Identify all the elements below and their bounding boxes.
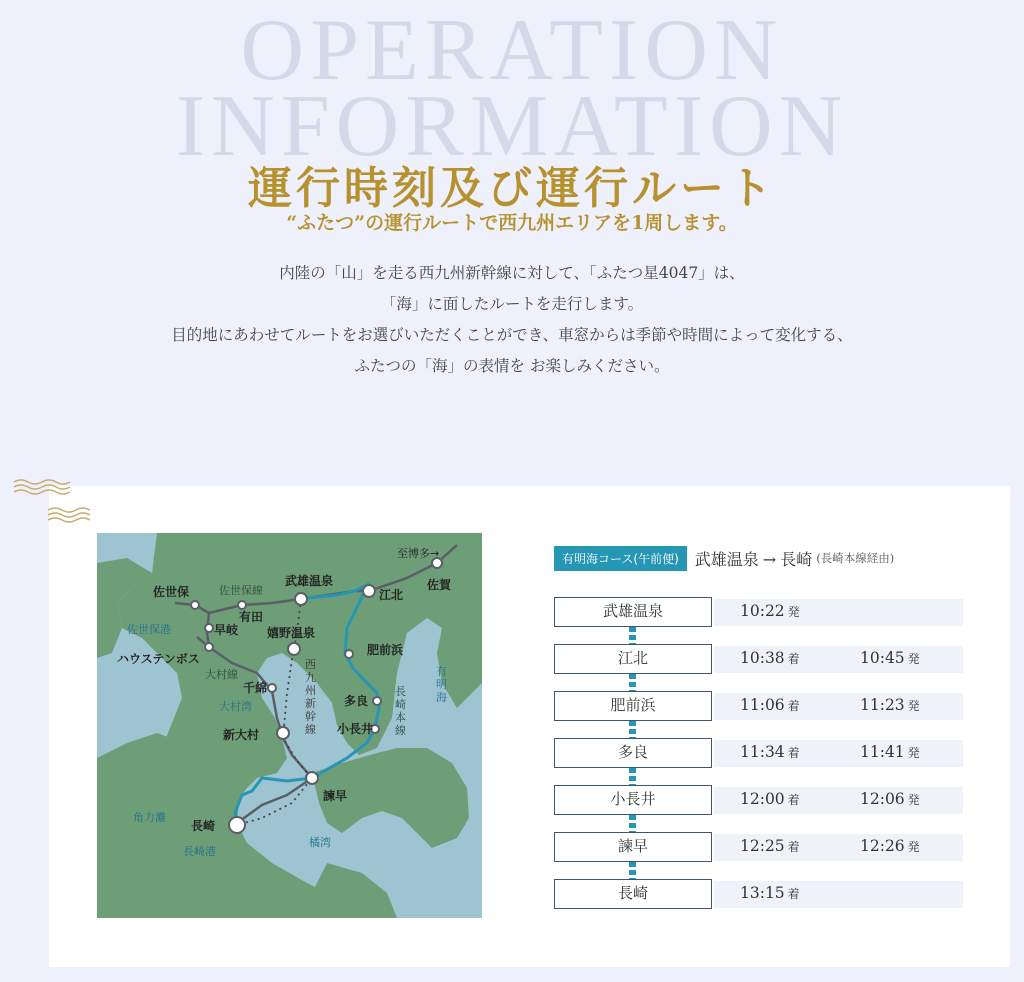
stop-times <box>714 740 963 767</box>
departure-time-unit: 発 <box>787 605 800 619</box>
route-connector <box>629 815 636 832</box>
map-label-saga: 佐賀 <box>427 578 452 592</box>
map-label-konagai: 小長井 <box>337 722 374 736</box>
map-label-ureshino: 嬉野温泉 <box>267 626 316 640</box>
wave-ornament-icon <box>12 476 102 526</box>
timetable-row <box>554 785 964 815</box>
timetable-row <box>554 644 964 674</box>
arrival-time-unit: 着 <box>787 793 800 807</box>
station-marker-takeo <box>295 593 307 605</box>
map-label-omura-line: 大村線 <box>205 668 238 681</box>
stop-name: 小長井 <box>554 785 712 815</box>
background-heading-information: INFORMATION <box>175 78 849 175</box>
timetable-row <box>554 738 964 768</box>
arrival-time: 11:34 着 <box>740 743 800 761</box>
map-label-sasebo-port: 佐世保港 <box>127 623 171 636</box>
timetable-row <box>554 597 964 627</box>
station-marker-huis <box>205 643 213 651</box>
arrow-right-icon: → <box>762 549 777 569</box>
map-label-sasebo: 佐世保 <box>153 585 190 599</box>
station-marker-tara <box>373 697 381 705</box>
stop-name: 武雄温泉 <box>554 597 712 627</box>
map-label-tachibana-bay: 橘湾 <box>309 836 331 849</box>
map-label-hizenhama: 肥前浜 <box>367 643 404 657</box>
departure-time: 11:23 発 <box>860 696 920 714</box>
stop-name: 多良 <box>554 738 712 768</box>
station-marker-sen <box>268 684 276 692</box>
stop-name: 長崎 <box>554 879 712 909</box>
departure-time: 10:45 発 <box>860 649 920 667</box>
page-subtitle: “ふたつ”の運行ルートで西九州エリアを1周します。 <box>286 212 738 234</box>
map-label-ariake-sea: 有明海 <box>436 665 447 704</box>
route-connector <box>629 674 636 691</box>
page-title: 運行時刻及び運行ルート <box>248 163 776 214</box>
map-label-haiki: 早岐 <box>214 623 239 637</box>
timetable-row <box>554 832 964 862</box>
timetable-row <box>554 691 964 721</box>
course-from: 武雄温泉 <box>694 549 759 569</box>
map-label-sumonada: 角力灘 <box>133 811 166 824</box>
arrival-time: 12:00 着 <box>740 790 800 808</box>
stop-times <box>714 787 963 814</box>
map-label-arita: 有田 <box>239 610 264 624</box>
route-connector <box>629 721 636 738</box>
departure-time: 12:26 発 <box>860 837 920 855</box>
station-marker-arita <box>238 601 246 609</box>
arrival-time: 11:06 着 <box>740 696 800 714</box>
arrival-time: 10:38 着 <box>740 649 800 667</box>
map-label-kohoku: 江北 <box>379 588 404 602</box>
arrival-time-unit: 着 <box>787 840 800 854</box>
intro-line: 内陸の「山」を走る西九州新幹線に対して、「ふたつ星4047」は、 <box>279 264 745 282</box>
course-tag: 有明海コース(午前便) <box>554 546 687 571</box>
map-label-huis: ハウステンボス <box>117 652 200 666</box>
departure-time-unit: 発 <box>907 840 920 854</box>
departure-time: 12:06 発 <box>860 790 920 808</box>
map-label-nagasaki: 長崎 <box>191 819 216 833</box>
stop-times <box>714 834 963 861</box>
map-label-shinomura: 新大村 <box>223 728 260 742</box>
stop-times <box>714 693 963 720</box>
stop-times <box>714 881 963 908</box>
map-label-hakata: 至博多→ <box>397 547 440 560</box>
station-marker-hizenhama <box>345 650 353 658</box>
route-connector <box>629 627 636 644</box>
station-marker-nagasaki <box>229 817 245 833</box>
arrival-time: 12:25 着 <box>740 837 800 855</box>
course-note: (長崎本線経由) <box>816 551 895 565</box>
intro-line: 「海」に面したルートを走行します。 <box>380 295 644 313</box>
station-marker-kohoku <box>363 585 375 597</box>
stop-name: 江北 <box>554 644 712 674</box>
stop-name: 諫早 <box>554 832 712 862</box>
course-to: 長崎 <box>780 549 813 569</box>
route-connector <box>629 768 636 785</box>
stop-times <box>714 599 963 626</box>
station-marker-ureshino <box>288 643 300 655</box>
arrival-time-unit: 着 <box>787 887 800 901</box>
intro-line: 目的地にあわせてルートをお選びいただくことができ、車窓からは季節や時間によって変化する、 <box>171 326 853 344</box>
departure-time-unit: 発 <box>907 793 920 807</box>
timetable-row <box>554 879 964 909</box>
course-route <box>695 547 812 570</box>
map-label-sasebo-line: 佐世保線 <box>219 584 263 597</box>
departure-time-unit: 発 <box>907 746 920 760</box>
departure-time-unit: 発 <box>907 699 920 713</box>
stop-name: 肥前浜 <box>554 691 712 721</box>
departure-time: 11:41 発 <box>860 743 920 761</box>
arrival-time: 13:15 着 <box>740 884 800 902</box>
arrival-time-unit: 着 <box>787 652 800 666</box>
station-marker-shinomura <box>277 727 289 739</box>
course-header <box>554 544 894 572</box>
map-label-nagasaki-port: 長崎港 <box>183 845 216 858</box>
station-marker-sasebo <box>191 601 199 609</box>
intro-line: ふたつの「海」の表情を お楽しみください。 <box>354 357 670 375</box>
route-map <box>97 533 482 918</box>
intro-text <box>100 258 924 382</box>
map-label-nagasaki-main-line: 長崎本線 <box>395 685 406 737</box>
station-marker-isahaya <box>306 772 318 784</box>
departure-time: 10:22 発 <box>740 602 800 620</box>
departure-time-unit: 発 <box>907 652 920 666</box>
arrival-time-unit: 着 <box>787 699 800 713</box>
map-label-takeo: 武雄温泉 <box>285 574 334 588</box>
background-heading-operation: OPERATION <box>240 2 784 99</box>
stop-times <box>714 646 963 673</box>
station-marker-haiki <box>205 624 213 632</box>
arrival-time-unit: 着 <box>787 746 800 760</box>
map-label-tara: 多良 <box>344 694 369 708</box>
map-label-shinkansen: 西九州新幹線 <box>305 658 316 736</box>
map-label-isahaya: 諫早 <box>323 789 348 803</box>
map-label-omura-bay: 大村湾 <box>219 700 252 713</box>
map-label-sen: 千綿 <box>243 681 268 695</box>
route-connector <box>629 862 636 879</box>
